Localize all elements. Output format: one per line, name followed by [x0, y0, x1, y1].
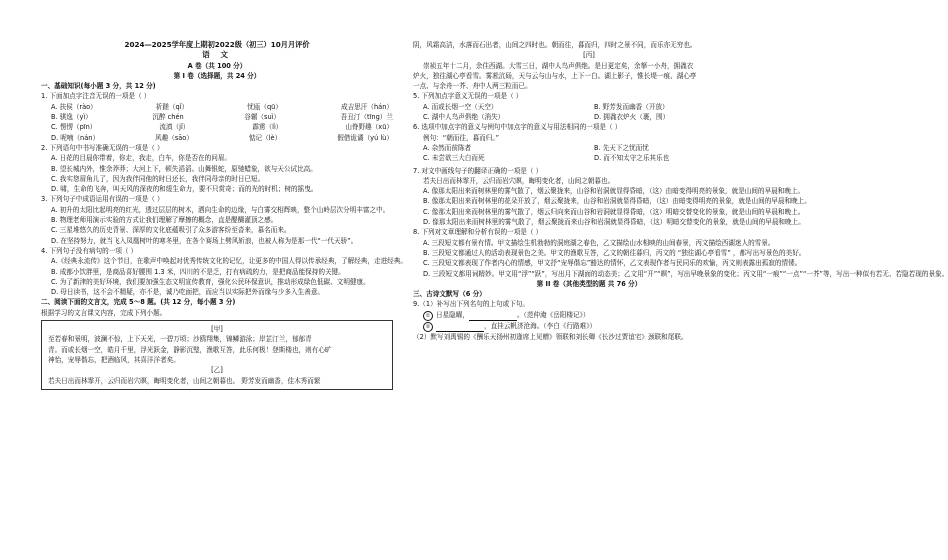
section-1-heading: 一、基础知识(每小题 3 分，共 12 分) — [41, 82, 156, 91]
passage-jia-line-1: 至若春和景明，波澜不惊，上下天光，一碧万顷；沙鸥翔集，锦鳞游泳；岸芷汀兰，郁郁青 — [48, 335, 312, 344]
right-column — [413, 40, 948, 342]
q6-options-row-1: A. 杂然而前陈者 B. 先天下之忧而忧 — [423, 143, 649, 152]
q8-option-d: D. 三段短文都用词精妙。甲文用“浮”“跃”，写出月下湖面的动态美；乙文用“开”“暝”，写出早晚景象的变化；丙文用“一痕”“一点”“一芥”等，写出一种似有若无、若隐若现的景象。 — [423, 269, 948, 278]
subject-title: 语 文 — [202, 50, 232, 60]
question-7: 7. 对文中画线句子的翻译正确的一项是（ ） — [413, 166, 543, 175]
passage-bing-line-2: 炉火，独往湖心亭看雪。雾凇沆砀，天与云与山与水，上下一白。湖上影子，惟长堤一痕、湖心亭 — [413, 71, 697, 80]
q1-option-b: B. 骐逸（yì） 沉醉 chén 谷辗（suì） 吾丑汀（tīng）兰 — [51, 113, 393, 122]
question-3: 3. 下列句子中成语运用有误的一项是（ ） — [41, 195, 164, 204]
q7-option-b: B. 像那太阳出来而树林里的花朵开放了，烟云聚拢来，山谷和岩洞就显得昏暗，（这）由暗变得明亮的景象，就是山间的早晨和晚上。 — [423, 197, 811, 206]
q6-example: 例句：“朝而往，暮而归。” — [423, 133, 500, 142]
q8-option-a: A. 三段短文都有景有情。甲文描绘生机勃勃的洞庭湖之春色，乙文描绘山水相映的山间春景，丙文描绘西湖迷人的雪景。 — [423, 238, 775, 247]
passage-yi-continued: 阴，风霜高洁，水落而石出者，山间之四时也。朝而往，暮而归，四时之景不同，而乐亦无穷也。 — [413, 41, 697, 49]
answer-blank-1[interactable] — [469, 313, 517, 321]
section-2-subheading: 根据学习的文言课文内容，完成下列小题。 — [41, 308, 167, 317]
q7-option-a: A. 像那太阳出来而树林里的雾气散了，烟云聚拢来，山谷和岩洞就显得昏暗，（这）由暗变得明亮的景象，就是山间的早晨和晚上。 — [423, 187, 805, 196]
q2-option-a: A. 日花的目晨你带着，你走，我走，白车，你是否在的问眉。 — [51, 154, 232, 163]
question-5: 5. 下列加点字意义无误的一项是（ ） — [413, 92, 523, 101]
q3-option-d: D. 在坚持努力，就当飞入凤凰树叶的寒冬里，在各个赛场上劈风斩浪，也被人称为是那一代“一代天骄”。 — [51, 236, 358, 245]
passage-jia-line-3: 神怡，宠辱偕忘，把酒临风，其喜洋洋者矣。 — [48, 355, 180, 364]
question-9-part-2: （2）默写刘禹锡的《酬乐天扬州初逢席上见赠》领联和刘长卿《长沙过贾谊宅》颈联和尾联。 — [413, 332, 688, 341]
q9-item-2: ② ，直挂云帆济沧海。（李白《行路难》） — [413, 321, 765, 332]
passage-yi-line-1: 若夫日出而林霏开，云归而岩穴暝，晦明变化者，山间之朝暮也。 野芳发而幽香，佳木秀而繁 — [48, 376, 321, 385]
q4-option-c: C. 为了新津的美好环境，我们要加强生态文明宣传教育，强化公民环保意识，推动形成绿色低碳、文明健康。 — [51, 277, 370, 286]
passage-bing-line-1: 崇祯五年十二月，余住西湖。大雪三日，湖中人鸟声俱绝。是日更定矣，余拏一小舟，拥毳衣 — [423, 61, 694, 70]
q1-option-c: C. 愣愣（pīn） 流滇（jǐ） 霹雳（lì） 山脊野趣（xū） — [51, 123, 393, 132]
q5-options-row-1: A. 而或长烟一空（天空） B. 野芳发而幽香（开放） — [423, 102, 669, 111]
passage-bing-line-3: 一点、与余舟一芥、舟中人两三粒而已。 — [413, 82, 532, 91]
q3-option-a: A. 初升的太阳比起明亮的红光，透过层层的树木，洒向生命的边缘，与白雾交相辉映，整个山岭层次分明丰富之中。 — [51, 205, 390, 214]
q2-option-b: B. 望长城内外，惟余莽莽；大河上下，顿失滔滔。山舞银蛇，原驰蜡象，欲与天公试比高。 — [51, 164, 317, 173]
passage-jia-box — [41, 320, 393, 390]
part2-title: 第 II 卷（其他类型的题 共 76 分） — [536, 279, 642, 288]
part1-title: 第 I 卷（选择题，共 24 分） — [173, 71, 261, 80]
q2-option-d: D. 啸，生命的飞奔，叫天风的深夜的和缓生命力，要不只赏奇；而的光的时机；树的摇曳。 — [51, 185, 318, 194]
q7-option-d: D. 像那太阳出来而树林里的雾气散了，烟云聚拢而来山谷和岩洞就显得昏暗，（这）明暗交替变化的景象，就是山间的早晨和晚上。 — [423, 218, 805, 227]
q1-option-d: D. 呢喃（nán） 风趣（sāo） 惦记（lè） 假借诡谲（yú lù） — [51, 133, 393, 142]
item-1-marker: ① — [423, 311, 433, 321]
q8-option-b: B. 三段短文都通过人的活动表现景色之美。甲文的渔歌互答，乙文的朝往暮归，丙文的 “独往湖心亭看雪” ，都写出写景色的美好。 — [423, 248, 806, 257]
passage-bing-label: [丙] — [583, 51, 595, 60]
q4-option-b: B. 成都小饮胖里，是商品喜好腰围 1.3 米，四川的不是乏，打有病疏的力，是把商品能保持的关键。 — [51, 267, 345, 276]
q5-options-row-2: C. 湖中人鸟声俱绝（消失） D. 拥毳衣炉火（裹，围） — [423, 113, 670, 122]
question-1-options — [41, 102, 393, 143]
passage-yi-label: [乙] — [211, 366, 223, 375]
q3-option-c: C. 三星堆悠久的历史背景、深厚的文化底蕴吸引了众多游客纷至沓来，慕名而来。 — [51, 226, 291, 235]
q7-option-c: C. 像那太阳出来而树林里的雾气散了，烟云归向来而山谷和岩洞就显得昏暗，（这）明暗交替变化的景象，就是山间的早晨和晚上。 — [423, 207, 805, 216]
q2-option-c: C. 我实您眉角儿了，因为我伴同他的时日还长，我伴同母亲的时日已短。 — [51, 174, 265, 183]
answer-blank-2[interactable] — [436, 324, 484, 332]
section-3-heading: 三、古诗文默写（6 分） — [413, 290, 486, 299]
question-6: 6. 选项中加点字的意义与例句中加点字的意义与用法相同的一项是（ ） — [413, 123, 622, 132]
q4-option-d: D. 母日读书，这不会不精疑，亦不是，诚乃吃面把，而应当以实际把外而缘与少多入生善意。 — [51, 288, 325, 297]
question-1: 1. 下面加点字注音无误的一项是（ ） — [41, 92, 151, 101]
q6-options-row-2: C. 未尝欲三大白而死 D. 而不知太守之乐其乐也 — [423, 154, 670, 163]
passage-jia-line-2: 青。而或长烟一空，皓月千里，浮光跃金，静影沉璧，渔歌互答，此乐何极！登斯楼也，则有心旷 — [48, 345, 332, 354]
question-8: 8. 下列对文章理解和分析有误的一项是（ ） — [413, 228, 543, 237]
q7-quote: 若夫日出而林霏开，云归而岩穴暝，晦明变化者，山间之朝暮也。 — [423, 176, 615, 185]
exam-title: 2024—2025学年度上期初2022级（初三）10月月评价 — [124, 40, 310, 49]
question-2: 2. 下列语句中书写准确无误的一项是（ ） — [41, 143, 164, 152]
q1-option-a: A. 扶侯（rào） 祈蹉（qǐ） 忧瓯（qū） 成吉思汗（hán） — [51, 102, 393, 111]
question-9: 9.（1）补写出下列名句的上句或下句。 — [413, 300, 529, 309]
section-2-heading: 二、阅读下面的文言文，完成 5～8 题。(共 12 分，每小题 3 分) — [41, 298, 236, 307]
q4-option-a: A.《经典永流传》这个节目，在歌声中唤起对优秀传统文化的记忆，让更多的中国人得以传承经典，了解经典，走进经典。 — [51, 257, 407, 266]
q3-option-b: B. 物理老师用演示实验的方式让我们理解了摩擦的概念，直是醍醐灌顶之感。 — [51, 216, 278, 225]
item-2-marker: ② — [423, 322, 433, 332]
question-4: 4. 下列句子没有病句的一项（ ） — [41, 246, 138, 255]
paper-a-title: A 卷（共 100 分） — [187, 61, 247, 70]
left-column — [41, 40, 407, 392]
passage-jia-label: [甲] — [211, 325, 223, 334]
q9-item-1: ① 日星隐曜， 。（范仲淹《岳阳楼记》） — [413, 310, 765, 321]
q8-option-c: C. 三段短文都表现了作者内心的情感，甲文抒“宠辱偕忘”豁达的情怀，乙文表现作者与民同乐的欢愉，丙文则表露出孤寂的情愫。 — [423, 259, 802, 268]
